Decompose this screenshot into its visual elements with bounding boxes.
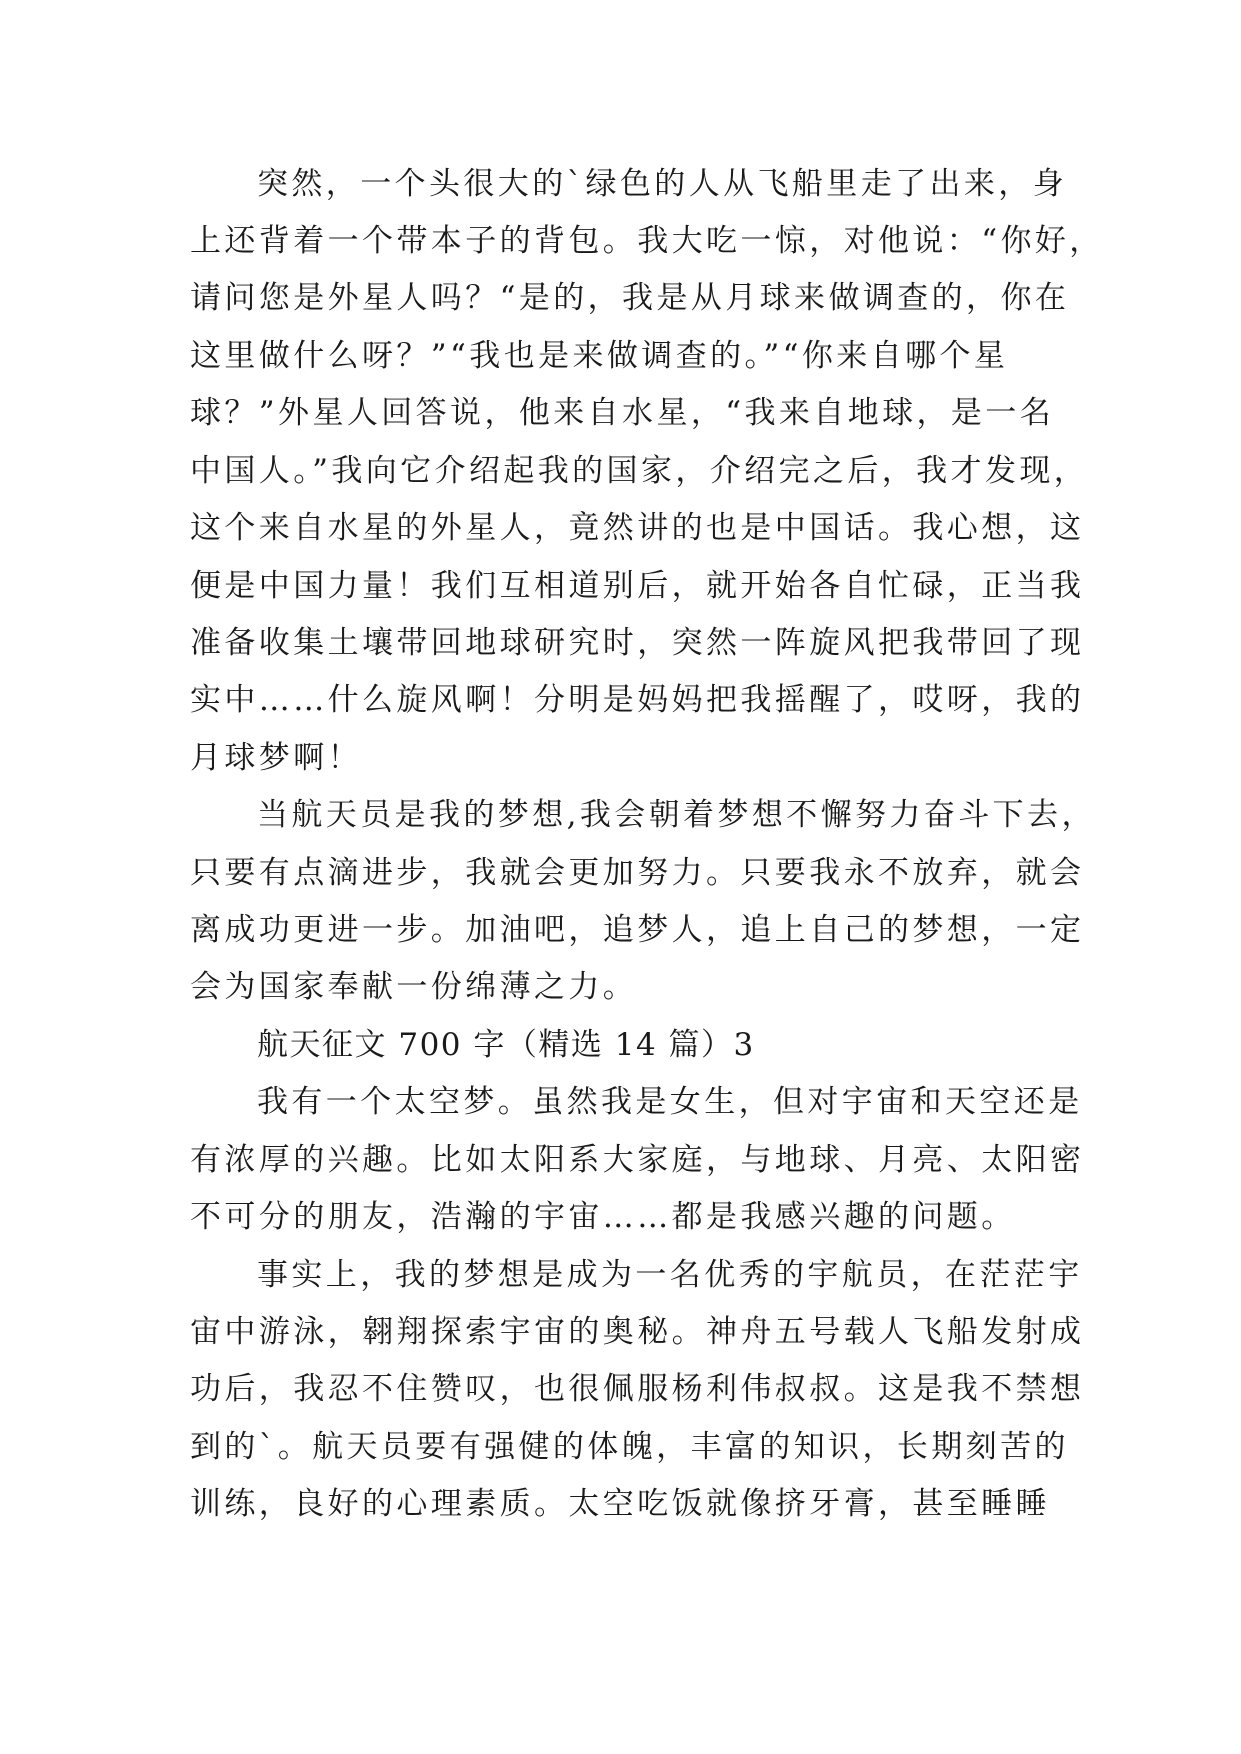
text-line: 只要有点滴进步，我就会更加努力。只要我永不放弃，就会 <box>190 855 1085 891</box>
text-line: 离成功更进一步。加油吧，追梦人，追上自己的梦想，一定 <box>190 912 1085 948</box>
text-line: 这个来自水星的外星人，竟然讲的也是中国话。我心想，这 <box>190 510 1085 546</box>
text-line: 当航天员是我的梦想,我会朝着梦想不懈努力奋斗下去， <box>257 797 1096 833</box>
text-line: 不可分的朋友，浩瀚的宇宙……都是我感兴趣的问题。 <box>190 1199 1016 1235</box>
text-line: 上还背着一个带本子的背包。我大吃一惊，对他说：“你好， <box>190 223 1104 259</box>
text-line: 月球梦啊！ <box>190 740 362 776</box>
text-line: 事实上，我的梦想是成为一名优秀的宇航员，在茫茫宇 <box>257 1257 1083 1293</box>
text-line: 有浓厚的兴趣。比如太阳系大家庭，与地球、月亮、太阳密 <box>190 1142 1085 1178</box>
text-line: 球？”外星人回答说，他来自水星，“我来自地球，是一名 <box>190 395 1055 431</box>
text-line: 会为国家奉献一份绵薄之力。 <box>190 969 638 1005</box>
text-line: 中国人。”我向它介绍起我的国家，介绍完之后，我才发现， <box>190 453 1089 489</box>
text-line: 我有一个太空梦。虽然我是女生，但对宇宙和天空还是 <box>257 1084 1083 1120</box>
text-line: 到的`。航天员要有强健的体魄，丰富的知识，长期刻苦的 <box>190 1429 1069 1465</box>
text-line: 请问您是外星人吗？“是的，我是从月球来做调查的，你在 <box>190 280 1070 316</box>
text-line: 便是中国力量！我们互相道别后，就开始各自忙碌，正当我 <box>190 568 1085 604</box>
text-line: 实中……什么旋风啊！分明是妈妈把我摇醒了，哎呀，我的 <box>190 682 1085 718</box>
text-line: 宙中游泳，翱翔探索宇宙的奥秘。神舟五号载人飞船发射成 <box>190 1314 1085 1350</box>
text-line: 突然，一个头很大的`绿色的人从飞船里走了出来，身 <box>257 166 1068 202</box>
text-line: 训练，良好的心理素质。太空吃饭就像挤牙膏，甚至睡睡 <box>190 1486 1050 1522</box>
text-line: 这里做什么呀？”“我也是来做调查的。”“你来自哪个星 <box>190 338 1009 374</box>
text-line: 功后，我忍不住赞叹，也很佩服杨利伟叔叔。这是我不禁想 <box>190 1371 1085 1407</box>
text-line: 准备收集土壤带回地球研究时，突然一阵旋风把我带回了现 <box>190 625 1085 661</box>
section-heading: 航天征文 700 字（精选 14 篇）3 <box>257 1027 755 1063</box>
